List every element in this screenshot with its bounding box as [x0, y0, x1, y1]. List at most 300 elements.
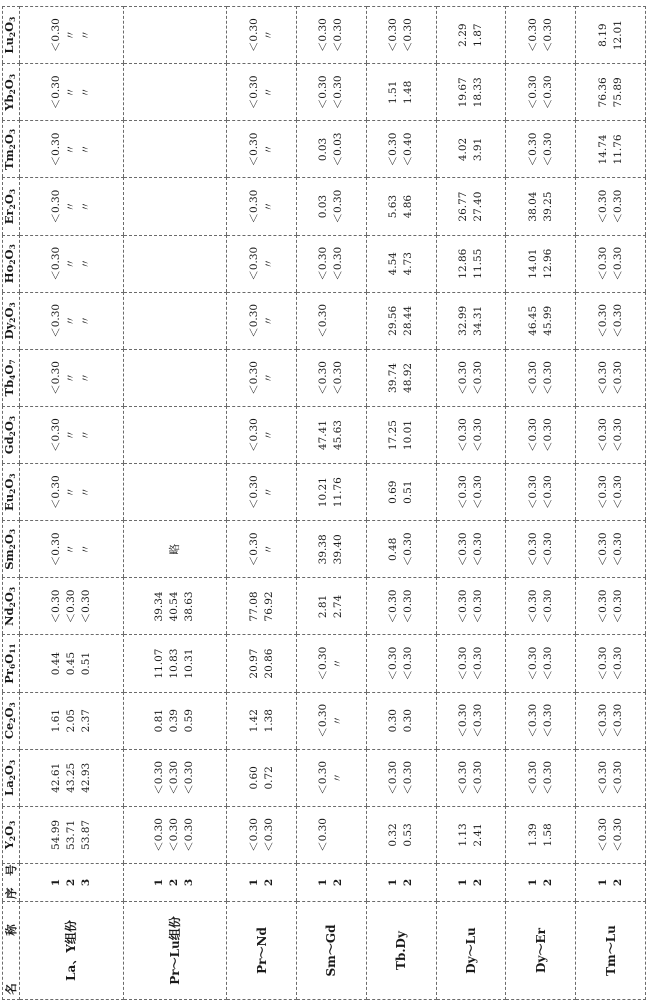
- header-oxide-eu: [3, 464, 20, 521]
- value: ＜0.30: [541, 475, 554, 510]
- value: 42.93: [79, 762, 92, 793]
- value: 28.44: [402, 305, 415, 336]
- value-cell: [506, 178, 576, 235]
- value-cell: [296, 235, 366, 292]
- value-cell: [436, 635, 506, 692]
- value: 〃: [262, 87, 275, 98]
- oxide-formula-part: Ho: [2, 264, 16, 284]
- value: 12.96: [541, 248, 554, 279]
- value-cell: [506, 64, 576, 121]
- oxide-formula-part: 4: [8, 374, 17, 380]
- value-cell: [506, 407, 576, 464]
- value: ＜0.30: [526, 132, 539, 167]
- value: 39.40: [332, 534, 345, 565]
- value: ＜0.30: [471, 589, 484, 624]
- value-cell: [227, 806, 297, 863]
- value: ＜0.30: [541, 589, 554, 624]
- value-cell: [227, 749, 297, 806]
- oxide-formula-part: Eu: [2, 493, 16, 511]
- seq-number: 2: [541, 878, 554, 887]
- value-cell: [296, 292, 366, 349]
- value-cell: [366, 464, 436, 521]
- oxide-formula-part: 2: [8, 31, 17, 38]
- value: [182, 9, 197, 61]
- value-cell: [436, 521, 506, 578]
- value-cell: [20, 292, 124, 349]
- value: [182, 409, 197, 461]
- seq-number: 1: [387, 878, 400, 887]
- header-oxide-la: [3, 749, 20, 806]
- value: 〃: [332, 772, 345, 784]
- value-cell: [227, 635, 297, 692]
- header-name: [3, 902, 20, 1000]
- value-cell: [436, 464, 506, 521]
- value: [182, 66, 197, 118]
- oxide-formula-part: 2: [8, 717, 17, 723]
- value: ＜0.30: [596, 532, 609, 567]
- oxide-formula-part: Nd: [2, 607, 16, 626]
- value: ＜0.30: [168, 818, 181, 852]
- value: 48.92: [402, 362, 415, 393]
- value: ＜0.30: [526, 646, 539, 681]
- header-oxide-sm: [3, 521, 20, 578]
- value: 〃: [64, 486, 77, 498]
- value: 〃: [64, 429, 77, 441]
- value: 46.45: [526, 305, 539, 336]
- value-cell: [576, 521, 646, 578]
- group-row: [436, 7, 506, 1000]
- value: 1.87: [471, 23, 484, 47]
- value: ＜0.30: [247, 75, 260, 110]
- value: 0.48: [387, 537, 400, 562]
- value: 1.51: [387, 80, 400, 105]
- value: ＜0.30: [247, 532, 260, 567]
- value-cell: [366, 349, 436, 406]
- oxide-formula-part: 2: [8, 602, 17, 608]
- value-cell: [506, 7, 576, 64]
- value: [152, 409, 167, 461]
- value-cell: [436, 349, 506, 406]
- value: ＜0.40: [402, 132, 415, 167]
- group-row: [296, 7, 366, 1000]
- value: 29.56: [387, 305, 400, 336]
- value: 1.38: [262, 709, 275, 733]
- value-cell: [506, 521, 576, 578]
- value-cell: [296, 578, 366, 635]
- value: ＜0.30: [402, 18, 415, 53]
- oxide-formula-part: 3: [8, 16, 17, 22]
- value: ＜0.30: [471, 418, 484, 453]
- value: 1.61: [49, 709, 62, 733]
- value-cell: [20, 578, 124, 635]
- value: ＜0.30: [596, 303, 609, 338]
- value-cell: [296, 749, 366, 806]
- value: 〃: [79, 87, 92, 98]
- value: 19.67: [456, 77, 469, 108]
- header-oxide-er: [3, 178, 20, 235]
- value: 〃: [262, 486, 275, 498]
- value: ＜0.30: [611, 361, 624, 395]
- value-cell: [436, 806, 506, 863]
- value: 34.31: [471, 305, 484, 336]
- value: ＜0.30: [541, 646, 554, 681]
- value: [167, 352, 182, 404]
- value-cell: [123, 121, 227, 178]
- value-cell: [506, 464, 576, 521]
- value-cell: [436, 64, 506, 121]
- header-oxide-tb: [3, 349, 20, 406]
- value: ＜0.30: [402, 532, 415, 567]
- value: ＜0.30: [526, 589, 539, 624]
- value: 5.63: [387, 194, 400, 219]
- oxide-formula-part: 3: [8, 473, 17, 479]
- value: ＜0.30: [168, 760, 181, 795]
- value: ＜0.30: [317, 303, 330, 338]
- value: [167, 295, 182, 347]
- value-cell: [227, 121, 297, 178]
- value-cell: [436, 121, 506, 178]
- value-cell: [123, 64, 227, 121]
- value: 14.01: [526, 248, 539, 279]
- value: ＜0.30: [611, 703, 624, 738]
- oxide-formula-part: O: [2, 478, 16, 489]
- value: 〃: [262, 544, 275, 555]
- value: 〃: [64, 258, 77, 269]
- value: ＜0.30: [402, 589, 415, 624]
- value-cell: [366, 292, 436, 349]
- value: ＜0.30: [456, 532, 469, 567]
- value: 0.60: [247, 766, 260, 790]
- oxide-formula-part: 3: [8, 128, 17, 135]
- value: ＜0.30: [611, 532, 624, 567]
- value: ＜0.30: [153, 760, 166, 795]
- value-cell: [20, 749, 124, 806]
- oxide-formula-part: O: [2, 21, 16, 32]
- oxide-formula-part: 2: [8, 204, 17, 210]
- value: ＜0.30: [49, 189, 62, 224]
- seq-cell: [366, 864, 436, 902]
- value: 1.48: [402, 80, 415, 105]
- value: 〃: [332, 658, 345, 669]
- value-cell: [296, 7, 366, 64]
- value-cell: [366, 578, 436, 635]
- value: 0.30: [387, 709, 400, 733]
- seq-number: 3: [183, 878, 196, 887]
- value: 17.25: [387, 420, 400, 451]
- value-cell: [20, 178, 124, 235]
- oxide-formula-part: 3: [8, 244, 17, 250]
- value: 0.69: [387, 480, 400, 504]
- value: [182, 295, 197, 347]
- value: [331, 809, 346, 861]
- value-cell: [20, 64, 124, 121]
- group-row: [123, 7, 227, 1000]
- value-cell: [436, 692, 506, 749]
- oxide-formula-part: O: [2, 421, 16, 432]
- seq-number: 2: [168, 878, 181, 887]
- value-cell: [20, 121, 124, 178]
- value: 〃: [64, 544, 77, 555]
- value-cell: [227, 178, 297, 235]
- value: 12.01: [611, 20, 624, 51]
- value-cell: [436, 7, 506, 64]
- value: ＜0.30: [611, 646, 624, 681]
- value: 0.81: [153, 709, 166, 733]
- seq-number: 1: [456, 878, 469, 887]
- value: 32.99: [456, 305, 469, 336]
- value: ＜0.30: [317, 703, 330, 738]
- value: 27.40: [471, 191, 484, 222]
- header-oxide-yb: [3, 64, 20, 121]
- value: [167, 238, 182, 290]
- value-cell: [123, 521, 227, 578]
- value: ＜0.30: [387, 18, 400, 53]
- value: ＜0.30: [471, 532, 484, 567]
- value-cell: [366, 806, 436, 863]
- brace-note: 略: [167, 543, 181, 555]
- header-seq: 序 号: [3, 864, 20, 902]
- value-cell: [123, 692, 227, 749]
- value: 〃: [64, 201, 77, 212]
- value: ＜0.30: [247, 818, 260, 852]
- value-cell: [296, 635, 366, 692]
- value: ＜0.30: [596, 189, 609, 224]
- oxide-formula-part: 3: [8, 759, 17, 766]
- oxide-formula-part: Dy: [2, 322, 16, 340]
- value: ＜0.30: [596, 475, 609, 510]
- value-cell: [20, 407, 124, 464]
- value: 〃: [79, 372, 92, 384]
- value: [167, 181, 182, 233]
- oxide-formula-part: O: [2, 79, 16, 90]
- value: ＜0.30: [387, 132, 400, 167]
- value: 0.45: [64, 651, 77, 676]
- value: [182, 181, 197, 233]
- oxide-formula-part: 3: [8, 73, 17, 80]
- value: 〃: [64, 315, 77, 327]
- oxide-formula-part: 3: [8, 528, 17, 535]
- value: 39.25: [541, 191, 554, 222]
- value: 〃: [79, 315, 92, 327]
- value-cell: [123, 635, 227, 692]
- seq-number: 1: [526, 878, 539, 887]
- value: ＜0.30: [541, 418, 554, 453]
- value: 〃: [79, 486, 92, 498]
- group-row: [576, 7, 646, 1000]
- value-cell: [366, 64, 436, 121]
- value: ＜0.30: [387, 760, 400, 795]
- value: ＜0.30: [317, 818, 330, 852]
- header-name-text: 名 称: [4, 906, 18, 995]
- value: ＜0.30: [456, 475, 469, 510]
- value-cell: [123, 292, 227, 349]
- value: ＜0.30: [79, 589, 92, 624]
- header-oxide-y: [3, 806, 20, 863]
- value: ＜0.30: [247, 189, 260, 224]
- value-cell: [227, 578, 297, 635]
- value-cell: [366, 7, 436, 64]
- value: ＜0.30: [387, 589, 400, 624]
- value: ＜0.30: [596, 418, 609, 453]
- group-name: Sm～Gd: [296, 902, 366, 1000]
- value: ＜0.30: [596, 760, 609, 795]
- value: ＜0.30: [456, 646, 469, 681]
- seq-number: 1: [596, 878, 609, 887]
- value: 11.55: [471, 248, 484, 279]
- value: ＜0.30: [332, 18, 345, 53]
- value: ＜0.30: [49, 532, 62, 567]
- value: [152, 295, 167, 347]
- value-cell: [506, 749, 576, 806]
- value: ＜0.30: [183, 760, 196, 795]
- oxide-formula-part: 3: [8, 302, 17, 308]
- value: ＜0.30: [541, 75, 554, 110]
- seq-number: 2: [471, 878, 484, 887]
- value: ＜0.30: [526, 760, 539, 795]
- value: ＜0.30: [153, 818, 166, 852]
- value-cell: [296, 178, 366, 235]
- value: 0.03: [317, 137, 330, 162]
- group-name: La、Y组份: [20, 902, 124, 1000]
- value: 〃: [64, 87, 77, 98]
- value: ＜0.30: [611, 303, 624, 338]
- seq-cell: [506, 864, 576, 902]
- seq-number: 2: [262, 878, 275, 887]
- value-cell: [506, 692, 576, 749]
- value: ＜0.30: [183, 818, 196, 852]
- value-cell: [123, 349, 227, 406]
- oxide-formula-part: 7: [8, 359, 17, 365]
- value: [152, 123, 167, 175]
- value: ＜0.30: [247, 418, 260, 453]
- value: 〃: [262, 201, 275, 212]
- oxide-formula-part: Yb: [2, 94, 16, 111]
- value: 76.36: [596, 77, 609, 108]
- value-cell: [506, 292, 576, 349]
- value: [152, 66, 167, 118]
- value: ＜0.30: [526, 475, 539, 510]
- seq-number: 2: [64, 878, 77, 887]
- value: 0.30: [402, 709, 415, 733]
- seq-number: 1: [153, 878, 166, 887]
- value-cell: [576, 407, 646, 464]
- value: 54.99: [49, 819, 62, 850]
- seq-number: 1: [247, 878, 260, 887]
- value: ＜0.30: [541, 703, 554, 738]
- oxide-formula-part: La: [2, 780, 16, 796]
- value: 77.08: [247, 591, 260, 622]
- value-cell: [366, 121, 436, 178]
- value: [167, 123, 182, 175]
- value-cell: [227, 64, 297, 121]
- value: ＜0.30: [402, 760, 415, 795]
- value: 53.87: [79, 819, 92, 850]
- value-cell: [123, 407, 227, 464]
- value-cell: [123, 464, 227, 521]
- value: ＜0.30: [456, 418, 469, 453]
- value: 〃: [262, 429, 275, 441]
- value: ＜0.30: [317, 646, 330, 681]
- value-cell: [227, 407, 297, 464]
- oxide-formula-part: O: [2, 307, 16, 318]
- value-cell: [436, 749, 506, 806]
- value: ＜0.30: [541, 760, 554, 795]
- oxide-formula-part: 3: [8, 188, 17, 195]
- seq-number: 2: [402, 878, 415, 887]
- value: ＜0.30: [611, 589, 624, 624]
- oxide-formula-part: O: [2, 364, 16, 375]
- value: 0.53: [402, 823, 415, 847]
- value-cell: [227, 521, 297, 578]
- header-oxide-nd: [3, 578, 20, 635]
- value: [152, 352, 167, 404]
- value: ＜0.30: [49, 132, 62, 167]
- value: ＜0.30: [541, 361, 554, 395]
- value: 1.58: [541, 823, 554, 847]
- value: ＜0.30: [611, 246, 624, 281]
- value-cell: [576, 235, 646, 292]
- oxide-formula-part: Pr: [2, 669, 16, 684]
- value: 3.91: [471, 137, 484, 162]
- value: [182, 352, 197, 404]
- value: ＜0.30: [611, 818, 624, 852]
- value-cell: [227, 235, 297, 292]
- group-row: [227, 7, 297, 1000]
- oxide-formula-part: Gd: [2, 436, 16, 455]
- value: ＜0.30: [49, 361, 62, 395]
- value: 11.07: [153, 648, 166, 679]
- value: 38.04: [526, 191, 539, 222]
- value-cell: [506, 635, 576, 692]
- value: ＜0.30: [611, 475, 624, 510]
- value: 〃: [262, 258, 275, 269]
- value-cell: [576, 635, 646, 692]
- value-cell: [506, 235, 576, 292]
- value: 〃: [332, 715, 345, 726]
- header-oxide-ce: [3, 692, 20, 749]
- value: 45.99: [541, 305, 554, 336]
- value: ＜0.30: [526, 18, 539, 53]
- group-name: Tm～Lu: [576, 902, 646, 1000]
- value: 〃: [64, 29, 77, 41]
- value: 45.63: [332, 420, 345, 451]
- value: ＜0.30: [526, 75, 539, 110]
- value-cell: [296, 349, 366, 406]
- value: ＜0.30: [596, 646, 609, 681]
- value-cell: [20, 464, 124, 521]
- value: 43.25: [64, 762, 77, 793]
- value: 8.19: [596, 23, 609, 47]
- oxide-formula-part: O: [2, 765, 16, 776]
- value: 0.59: [183, 709, 196, 733]
- oxide-formula-part: 2: [8, 431, 17, 437]
- value: [167, 466, 182, 518]
- header-oxide-gd: [3, 407, 20, 464]
- seq-cell: [296, 864, 366, 902]
- value: 42.61: [49, 762, 62, 793]
- oxide-formula-part: 2: [8, 259, 17, 265]
- value: 1.39: [526, 823, 539, 847]
- oxide-formula-part: O: [2, 653, 16, 664]
- group-name: Dy～Er: [506, 902, 576, 1000]
- oxide-formula-part: 3: [8, 415, 17, 422]
- value: 〃: [79, 258, 92, 269]
- seq-number: 1: [317, 878, 330, 887]
- value: ＜0.30: [526, 418, 539, 453]
- oxide-formula-part: 11: [8, 643, 17, 654]
- value: 2.41: [471, 823, 484, 847]
- oxide-formula-part: 6: [8, 663, 17, 670]
